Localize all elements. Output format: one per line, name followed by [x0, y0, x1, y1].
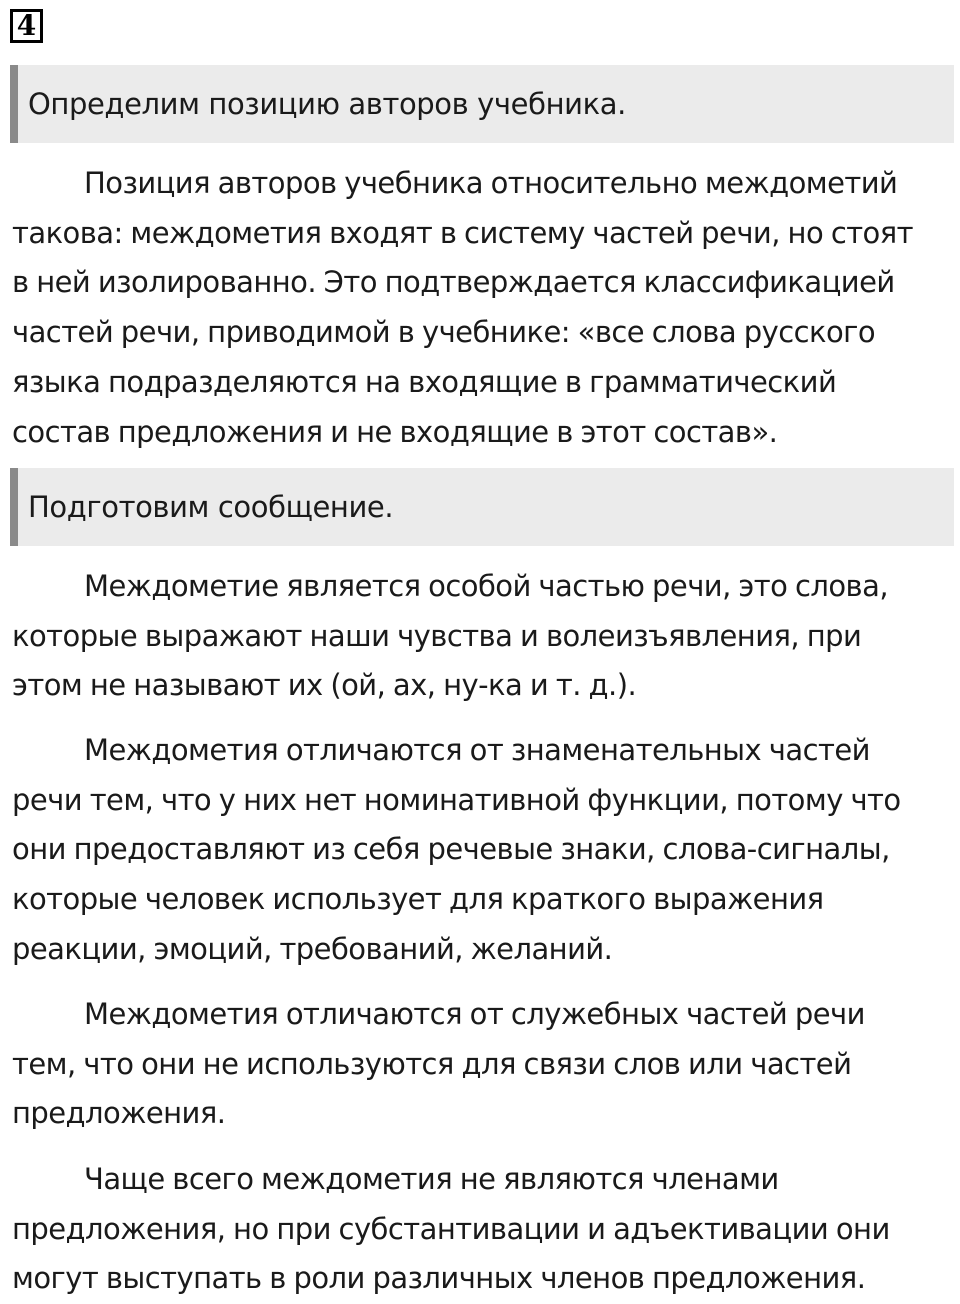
text-line: реакции, эмоций, требований, желаний. — [12, 931, 613, 966]
paragraph-vs-notional-parts — [12, 726, 952, 975]
text-line: Чаще всего междометия не являются членами — [84, 1162, 779, 1196]
text-line: Междометия отличаются от знаменательных частей — [84, 733, 870, 767]
paragraph-sentence-members — [12, 1155, 952, 1304]
text-line: состав предложения и не входящие в этот состав». — [12, 414, 778, 449]
paragraph-author-position — [12, 159, 952, 457]
paragraph-vs-function-words — [12, 990, 952, 1139]
text-line: они предоставляют из себя речевые знаки, слова-сигналы, — [12, 832, 890, 867]
text-line: Позиция авторов учебника относительно междометий — [84, 166, 898, 200]
section-header-prepare-report: Подготовим сообщение. — [10, 468, 954, 546]
text-line: речи тем, что у них нет номинативной функции, потому что — [12, 782, 901, 817]
text-line: тем, что они не используются для связи слов или частей — [12, 1046, 852, 1081]
text-line: языка подразделяются на входящие в грамматический — [12, 364, 837, 399]
text-line: этом не называют их (ой, ах, ну-ка и т. д.). — [12, 668, 637, 703]
text-line: Междометие является особой частью речи, это слова, — [84, 569, 888, 603]
text-line: могут выступать в роли различных членов предложения. — [12, 1261, 866, 1296]
text-line: которые выражают наши чувства и волеизъявления, при — [12, 618, 862, 653]
text-line: такова: междометия входят в систему частей речи, но стоят — [12, 215, 913, 250]
text-line: предложения, но при субстантивации и адъективации они — [12, 1211, 890, 1246]
text-line: частей речи, приводимой в учебнике: «все слова русского — [12, 315, 876, 350]
text-line: предложения. — [12, 1096, 226, 1131]
section-header-author-position: Определим позицию авторов учебника. — [10, 65, 954, 143]
text-line: в ней изолированно. Это подтверждается классификацией — [12, 265, 895, 300]
text-line: которые человек использует для краткого выражения — [12, 882, 824, 917]
text-line: Междометия отличаются от служебных частей речи — [84, 997, 865, 1031]
task-number-badge: 4 — [10, 9, 43, 43]
paragraph-interjection-definition — [12, 562, 952, 711]
